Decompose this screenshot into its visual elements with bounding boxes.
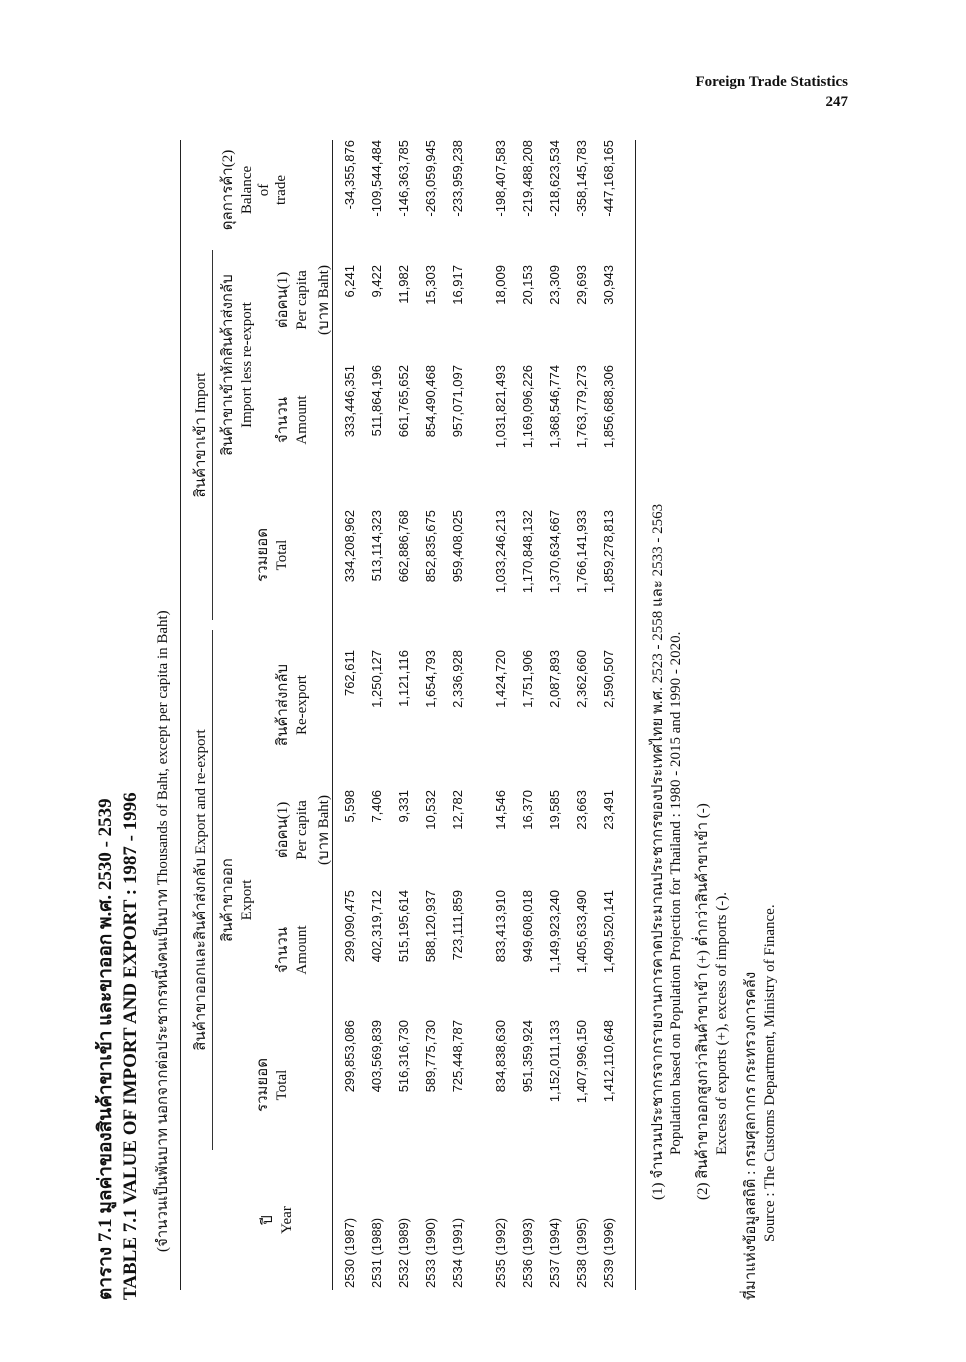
cell-exp-percap: 7,406 xyxy=(369,790,384,823)
cell-imp-percap: 11,982 xyxy=(396,265,411,304)
col-imp-amount: จำนวน Amount xyxy=(275,395,310,445)
section-title: Foreign Trade Statistics xyxy=(695,74,848,90)
cell-reexport: 2,362,660 xyxy=(574,650,589,708)
cell-exp-amount: 949,608,018 xyxy=(520,890,535,963)
cell-imp-total: 334,208,962 xyxy=(342,510,357,583)
col-imp-total: รวมยอด Total xyxy=(255,528,290,582)
col-exp-total: รวมยอด Total xyxy=(255,1058,290,1112)
source-thai: ที่มาแห่งข้อมูลสถิติ : กรมศุลกากร กระทรวงการคลัง xyxy=(743,971,759,1300)
cell-exp-amount: 723,111,859 xyxy=(450,890,465,961)
cell-exp-percap: 23,663 xyxy=(574,790,589,830)
row-year: 2537 (1994) xyxy=(547,1217,562,1288)
cell-exp-percap: 10,532 xyxy=(423,790,438,830)
row-year: 2533 (1990) xyxy=(423,1217,438,1288)
cell-imp-total: 959,408,025 xyxy=(450,510,465,583)
note-2-english: Excess of exports (+), excess of imports (-). xyxy=(714,892,730,1155)
col-import-less: สินค้าขาเข้าหักสินค้าส่งกลับ Import less re-export xyxy=(220,274,255,456)
col-exp-percap: ต่อคน(1) Per capita (บาท Baht) xyxy=(275,795,332,865)
cell-balance: -34,355,876 xyxy=(342,140,357,210)
cell-exp-total: 299,853,086 xyxy=(342,1020,357,1093)
cell-exp-total: 1,152,011,133 xyxy=(547,1020,562,1103)
table-row xyxy=(574,140,600,1300)
col-imp-percap: ต่อคน(1) Per capita (บาท Baht) xyxy=(275,265,332,335)
cell-reexport: 1,424,720 xyxy=(493,650,508,708)
top-rule xyxy=(180,140,181,1290)
cell-exp-amount: 588,120,937 xyxy=(423,890,438,963)
cell-exp-total: 1,412,110,648 xyxy=(601,1020,616,1103)
cell-reexport: 2,087,893 xyxy=(547,650,562,708)
page-header xyxy=(696,74,849,111)
cell-reexport: 1,250,127 xyxy=(369,650,384,708)
cell-exp-percap: 23,491 xyxy=(601,790,616,830)
table-row xyxy=(520,140,546,1300)
col-exp-amount: จำนวน Amount xyxy=(275,925,310,975)
col-import-group: สินค้าขาเข้า Import xyxy=(188,250,213,620)
cell-imp-percap: 6,241 xyxy=(342,265,357,298)
notes-block xyxy=(690,600,890,1300)
cell-exp-amount: 833,413,910 xyxy=(493,890,508,963)
col-balance: ดุลการค้า(2) Balance of trade xyxy=(220,149,289,231)
note-2-thai: (2) สินค้าขาออกสูงกว่าสินค้าขาเข้า (+) ต่ำกว่าสินค้าขาเข้า (-) xyxy=(695,803,711,1200)
cell-imp-total: 1,859,278,813 xyxy=(601,510,616,594)
cell-imp-amount: 957,071,097 xyxy=(450,365,465,438)
cell-reexport: 2,336,928 xyxy=(450,650,465,708)
row-year: 2536 (1993) xyxy=(520,1217,535,1288)
row-year: 2532 (1989) xyxy=(396,1217,411,1288)
cell-imp-total: 1,370,634,667 xyxy=(547,510,562,594)
cell-balance: -263,059,945 xyxy=(423,140,438,217)
cell-imp-amount: 1,856,688,306 xyxy=(601,365,616,449)
cell-imp-percap: 9,422 xyxy=(369,265,384,298)
cell-imp-amount: 1,031,821,493 xyxy=(493,365,508,449)
row-year: 2530 (1987) xyxy=(342,1217,357,1288)
cell-imp-total: 513,114,323 xyxy=(369,510,384,582)
row-year: 2534 (1991) xyxy=(450,1217,465,1288)
cell-balance: -233,959,238 xyxy=(450,140,465,217)
cell-exp-total: 589,775,730 xyxy=(423,1020,438,1093)
cell-balance: -146,363,785 xyxy=(396,140,411,217)
cell-exp-amount: 402,319,712 xyxy=(369,890,384,963)
cell-imp-total: 1,033,246,213 xyxy=(493,510,508,594)
cell-reexport: 1,751,906 xyxy=(520,650,535,708)
note-1-thai: (1) จำนวนประชากรจากรายงานการคาดประมาณประชากรของประเทศไทย พ.ศ. 2523 - 2558 และ 2533 - 2563 xyxy=(650,503,666,1200)
cell-exp-percap: 14,546 xyxy=(493,790,508,830)
page-number: 247 xyxy=(825,94,848,110)
cell-imp-amount: 661,765,652 xyxy=(396,365,411,438)
cell-imp-amount: 1,169,096,226 xyxy=(520,365,535,449)
cell-reexport: 2,590,507 xyxy=(601,650,616,708)
header-rule xyxy=(332,140,333,1290)
cell-exp-total: 834,838,630 xyxy=(493,1020,508,1093)
cell-exp-total: 516,316,730 xyxy=(396,1020,411,1093)
bottom-rule xyxy=(635,140,636,1290)
title-thai: ตาราง 7.1 มูลค่าของสินค้าขาเข้า และขาออก พ.ศ. 2530 - 2539 xyxy=(95,798,116,1300)
cell-balance: -218,623,534 xyxy=(547,140,562,217)
note-1-english: Population based on Population Projection for Thailand : 1980 - 2015 and 1990 - 2020. xyxy=(668,631,684,1155)
table-row xyxy=(493,140,519,1300)
cell-imp-total: 852,835,675 xyxy=(423,510,438,583)
source-english: Source : The Customs Department, Ministry of Finance. xyxy=(762,904,778,1242)
row-year: 2538 (1995) xyxy=(574,1217,589,1288)
col-export-group: สินค้าขาออกและสินค้าส่งกลับ Export and re-export xyxy=(188,630,213,1150)
cell-exp-total: 725,448,787 xyxy=(450,1020,465,1093)
cell-balance: -358,145,783 xyxy=(574,140,589,217)
cell-imp-amount: 1,763,779,273 xyxy=(574,365,589,449)
table-row xyxy=(547,140,573,1300)
table-row xyxy=(601,140,627,1300)
cell-exp-total: 403,569,839 xyxy=(369,1020,384,1093)
cell-exp-percap: 12,782 xyxy=(450,790,465,830)
rotated-table-page xyxy=(80,100,684,1300)
cell-imp-amount: 1,368,546,774 xyxy=(547,365,562,449)
cell-exp-total: 951,359,924 xyxy=(520,1020,535,1093)
cell-reexport: 762,611 xyxy=(342,650,357,697)
cell-imp-percap: 30,943 xyxy=(601,265,616,305)
row-year: 2531 (1988) xyxy=(369,1217,384,1288)
cell-balance: -198,407,583 xyxy=(493,140,508,217)
cell-exp-amount: 299,090,475 xyxy=(342,890,357,963)
cell-exp-percap: 16,370 xyxy=(520,790,535,830)
table-row xyxy=(423,140,449,1300)
table-row xyxy=(342,140,368,1300)
cell-exp-percap: 9,331 xyxy=(396,790,411,823)
cell-imp-percap: 23,309 xyxy=(547,265,562,305)
row-year: 2535 (1992) xyxy=(493,1217,508,1288)
cell-balance: -109,544,484 xyxy=(369,140,384,217)
units-subtitle: (จำนวนเป็นพันบาท นอกจากต่อประชากรหนึ่งคนเป็นบาท Thousands of Baht, except per capita in Baht) xyxy=(155,610,171,1252)
cell-balance: -219,488,208 xyxy=(520,140,535,217)
table-row xyxy=(396,140,422,1300)
cell-balance: -447,168,165 xyxy=(601,140,616,217)
cell-exp-amount: 1,409,520,141 xyxy=(601,890,616,974)
row-year: 2539 (1996) xyxy=(601,1217,616,1288)
cell-exp-percap: 19,585 xyxy=(547,790,562,830)
cell-imp-amount: 511,864,196 xyxy=(369,365,384,437)
cell-imp-percap: 16,917 xyxy=(450,265,465,305)
cell-imp-percap: 29,693 xyxy=(574,265,589,305)
col-year: ปี Year xyxy=(260,1206,295,1234)
cell-imp-total: 1,766,141,933 xyxy=(574,510,589,594)
cell-exp-percap: 5,598 xyxy=(342,790,357,823)
cell-imp-amount: 854,490,468 xyxy=(423,365,438,438)
cell-imp-amount: 333,446,351 xyxy=(342,365,357,438)
cell-exp-amount: 515,195,614 xyxy=(396,890,411,963)
col-export: สินค้าขาออก Export xyxy=(220,858,255,942)
cell-imp-total: 662,886,768 xyxy=(396,510,411,583)
cell-reexport: 1,654,793 xyxy=(423,650,438,708)
cell-exp-amount: 1,405,633,490 xyxy=(574,890,589,974)
col-reexport: สินค้าส่งกลับ Re-export xyxy=(275,663,310,747)
title-english: TABLE 7.1 VALUE OF IMPORT AND EXPORT : 1987 - 1996 xyxy=(120,792,141,1300)
cell-exp-total: 1,407,996,150 xyxy=(574,1020,589,1104)
cell-imp-percap: 15,303 xyxy=(423,265,438,305)
cell-imp-percap: 18,009 xyxy=(493,265,508,305)
cell-reexport: 1,121,116 xyxy=(396,650,411,707)
table-row xyxy=(369,140,395,1300)
cell-imp-percap: 20,153 xyxy=(520,265,535,305)
cell-imp-total: 1,170,848,132 xyxy=(520,510,535,594)
cell-exp-amount: 1,149,923,240 xyxy=(547,890,562,974)
table-row xyxy=(450,140,476,1300)
